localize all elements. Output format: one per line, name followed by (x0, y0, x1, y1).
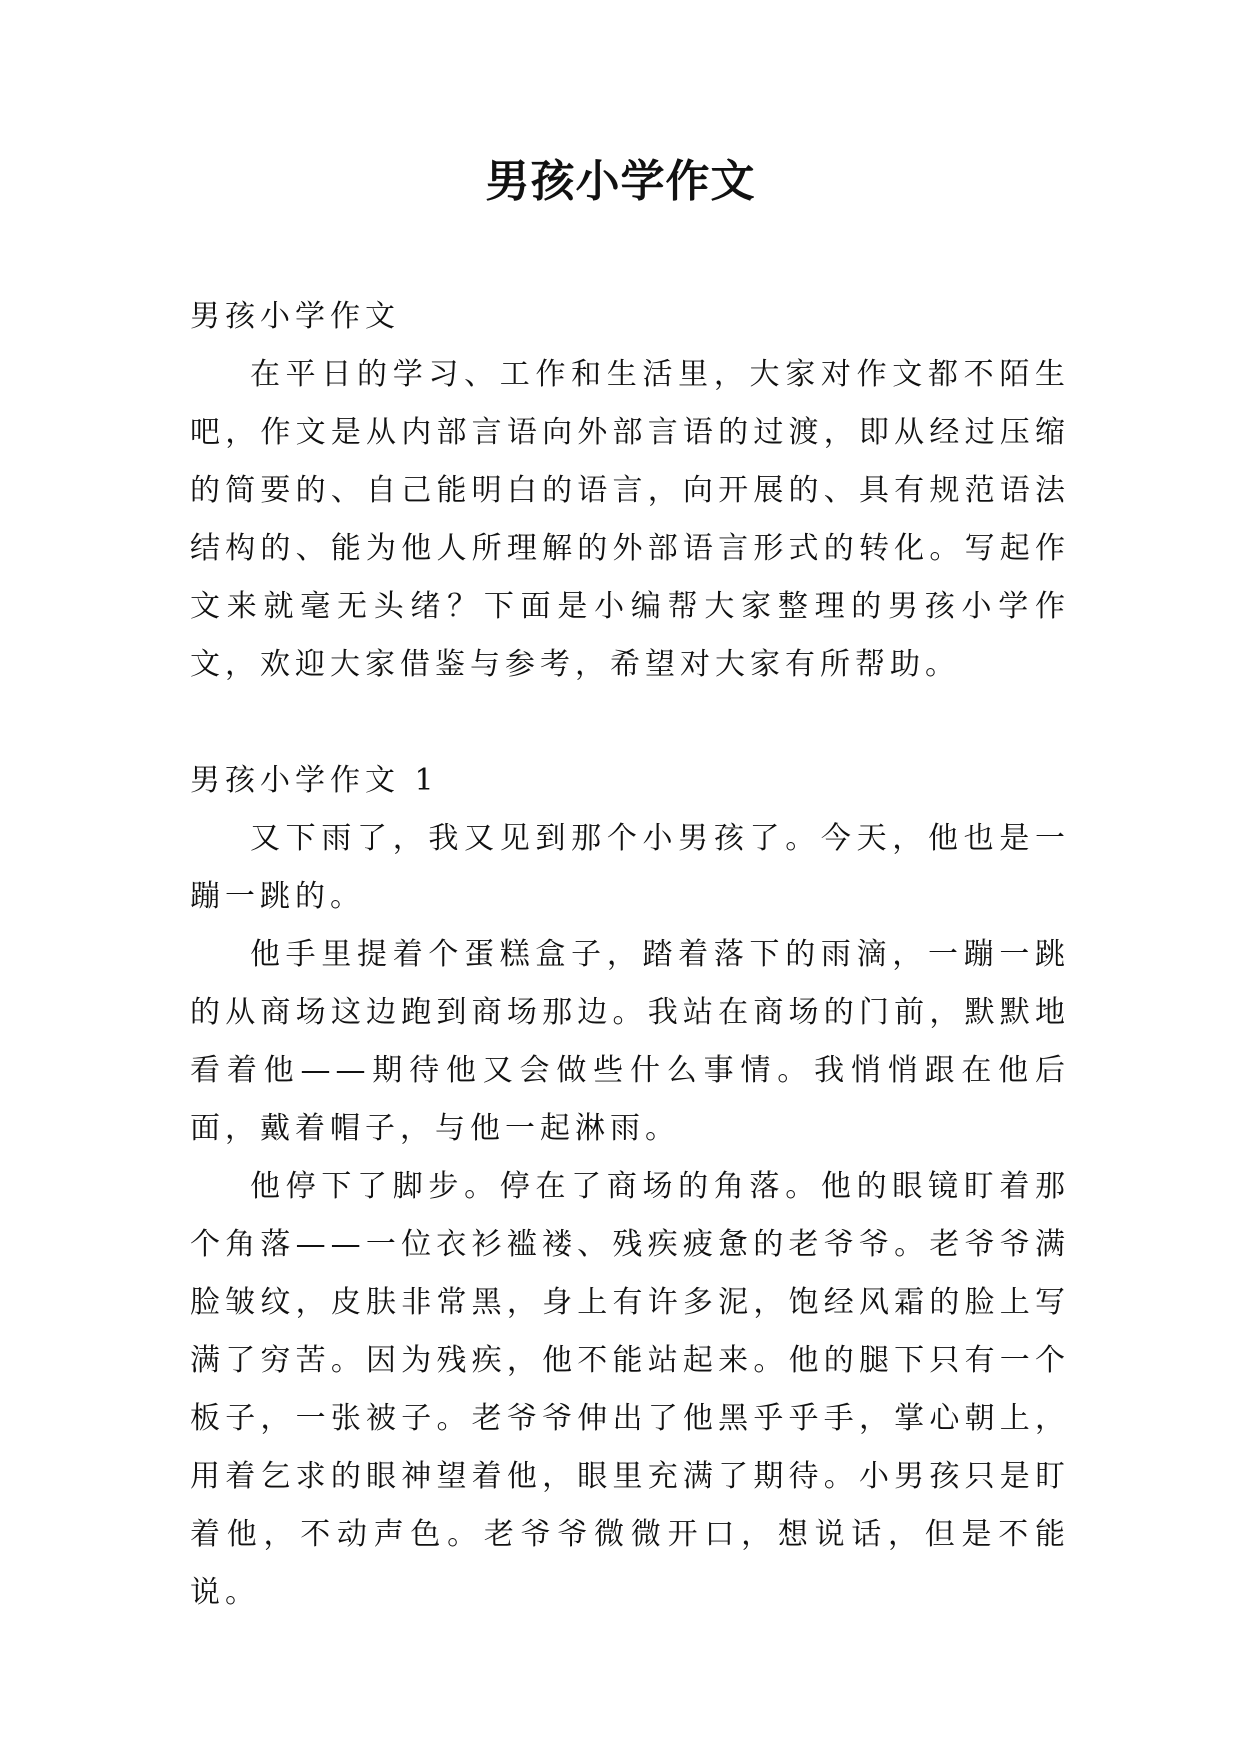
document-body (190, 288, 1070, 1622)
intro-heading: 男孩小学作文 (190, 299, 400, 334)
essay-heading: 男孩小学作文 1 (190, 763, 439, 798)
essay-paragraph-1: 又下雨了，我又见到那个小男孩了。今天，他也是一蹦一跳的。 (190, 821, 1070, 914)
intro-paragraph: 在平日的学习、工作和生活里，大家对作文都不陌生吧，作文是从内部言语向外部言语的过渡，即从经过压缩的简要的、自己能明白的语言，向开展的、具有规范语法结构的、能为他人所理解的外部语言形式的转化。写起作文来就毫无头绪？下面是小编帮大家整理的男孩小学作文，欢迎大家借鉴与参考，希望对大家有所帮助。 (190, 357, 1070, 682)
essay-paragraph-2: 他手里提着个蛋糕盒子，踏着落下的雨滴，一蹦一跳的从商场这边跑到商场那边。我站在商场的门前，默默地看着他——期待他又会做些什么事情。我悄悄跟在他后面，戴着帽子，与他一起淋雨。 (190, 937, 1070, 1146)
essay-paragraph-3: 他停下了脚步。停在了商场的角落。他的眼镜盯着那个角落——一位衣衫褴褛、残疾疲惫的老爷爷。老爷爷满脸皱纹，皮肤非常黑，身上有许多泥，饱经风霜的脸上写满了穷苦。因为残疾，他不能站起来。他的腿下只有一个板子，一张被子。老爷爷伸出了他黑乎乎手，掌心朝上，用着乞求的眼神望着他，眼里充满了期待。小男孩只是盯着他，不动声色。老爷爷微微开口，想说话，但是不能说。 (190, 1169, 1070, 1610)
document-title: 男孩小学作文 (485, 156, 756, 207)
section-spacer (190, 694, 1070, 752)
